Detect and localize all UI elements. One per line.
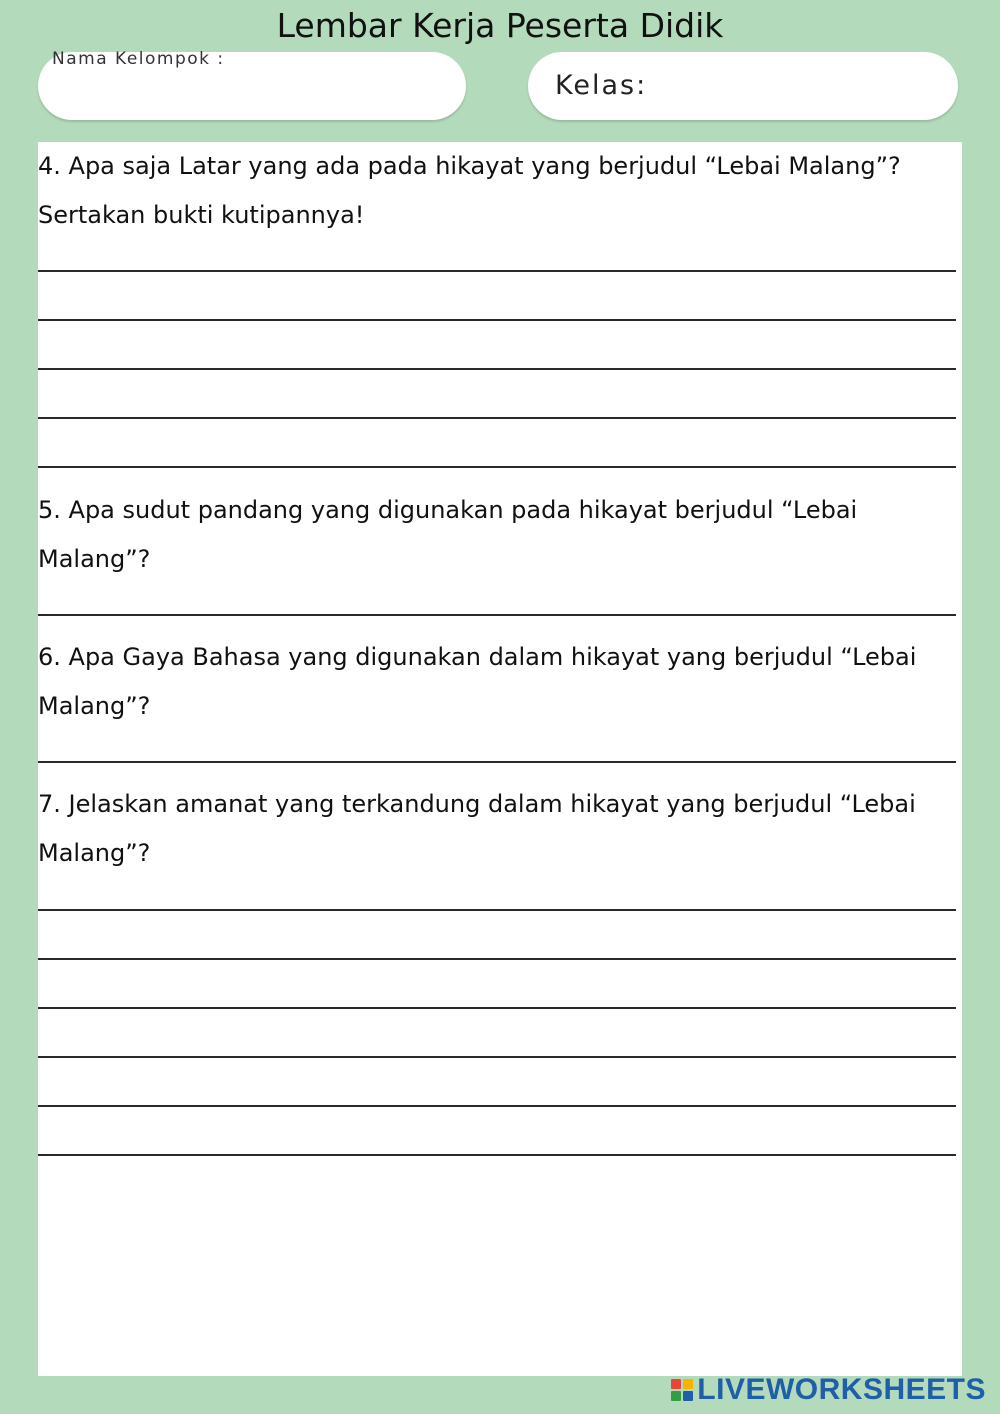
answer-line[interactable] <box>38 417 956 419</box>
logo-square-green <box>671 1391 681 1401</box>
answer-line[interactable] <box>38 958 956 960</box>
answer-line[interactable] <box>38 368 956 370</box>
answer-line[interactable] <box>38 270 956 272</box>
answer-line[interactable] <box>38 1105 956 1107</box>
worksheet-title: Lembar Kerja Peserta Didik <box>276 6 724 45</box>
group-name-label: Nama Kelompok : <box>52 49 225 69</box>
answer-line[interactable] <box>38 466 956 468</box>
logo-square-yellow <box>683 1379 693 1389</box>
question-6: 6. Apa Gaya Bahasa yang digunakan dalam hikayat yang berjudul “Lebai Malang”? <box>38 643 917 720</box>
liveworksheets-logo-icon <box>671 1379 693 1401</box>
answer-line[interactable] <box>38 1154 956 1156</box>
logo-square-red <box>671 1379 681 1389</box>
worksheet-body <box>38 142 962 1376</box>
answer-line[interactable] <box>38 319 956 321</box>
question-4: 4. Apa saja Latar yang ada pada hikayat yang berjudul “Lebai Malang”? Sertakan bukti kutipannya! <box>38 152 901 229</box>
answer-line[interactable] <box>38 761 956 763</box>
liveworksheets-brand-text: LIVEWORKSHEETS <box>697 1373 986 1406</box>
liveworksheets-logo <box>671 1372 986 1408</box>
answer-line[interactable] <box>38 909 956 911</box>
answer-line[interactable] <box>38 1007 956 1009</box>
class-label: Kelas: <box>555 70 648 101</box>
question-7: 7. Jelaskan amanat yang terkandung dalam hikayat yang berjudul “Lebai Malang”? <box>38 790 916 867</box>
logo-square-blue <box>683 1391 693 1401</box>
answer-line[interactable] <box>38 1056 956 1058</box>
class-field[interactable] <box>528 52 958 120</box>
answer-line[interactable] <box>38 614 956 616</box>
group-name-field[interactable] <box>38 49 466 120</box>
question-5: 5. Apa sudut pandang yang digunakan pada hikayat berjudul “Lebai Malang”? <box>38 496 858 573</box>
